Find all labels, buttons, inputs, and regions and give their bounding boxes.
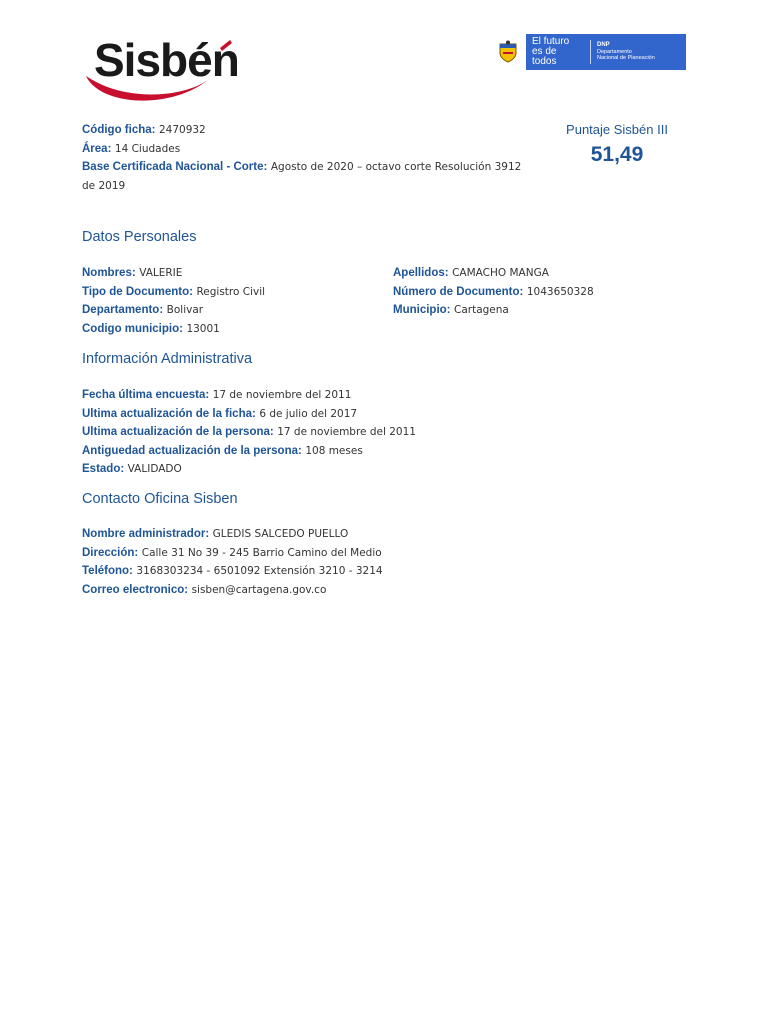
administrador-value: GLEDIS SALCEDO PUELLO (212, 528, 349, 540)
datos-personales-left (82, 264, 265, 338)
codigo-municipio-row (82, 320, 265, 339)
municipio-row (393, 301, 594, 320)
apellidos-value: CAMACHO MANGA (452, 267, 549, 279)
codigo-municipio-value: 13001 (186, 322, 220, 335)
gov-slogan (526, 37, 590, 67)
info-admin-block (82, 386, 416, 479)
apellidos-label: Apellidos: (393, 267, 449, 279)
codigo-ficha-row (82, 121, 527, 140)
gov-slogan-line1: El futuro (532, 36, 570, 47)
departamento-row (82, 301, 265, 320)
score-panel (548, 122, 686, 167)
area-row (82, 140, 527, 159)
sisben-logo (80, 28, 260, 110)
departamento-label: Departamento: (82, 304, 164, 317)
actualizacion-persona-row (82, 423, 416, 442)
nombres-label: Nombres: (82, 267, 136, 279)
nombres-row (82, 264, 265, 283)
logo-text: Sisbén (94, 34, 239, 86)
tipo-documento-label: Tipo de Documento: (82, 285, 193, 298)
dnp-line2: Nacional de Planeación (597, 55, 655, 62)
direccion-label: Dirección: (82, 546, 139, 559)
coat-of-arms-icon (490, 34, 526, 70)
section-title-contacto: Contacto Oficina Sisben (82, 491, 238, 507)
correo-value: sisben@cartagena.gov.co (191, 583, 327, 596)
codigo-ficha-value: 2470932 (158, 124, 206, 136)
gov-slogan-line2: es de todos (532, 46, 557, 67)
correo-label: Correo electronico: (82, 583, 189, 596)
area-value: 14 Ciudades (114, 142, 181, 155)
actualizacion-persona-label: Ultima actualización de la persona: (82, 426, 274, 439)
section-title-datos-personales: Datos Personales (82, 229, 197, 245)
score-value: 51,49 (590, 143, 644, 166)
estado-value: VALIDADO (127, 463, 182, 476)
estado-row (82, 460, 416, 479)
municipio-value: Cartagena (454, 304, 509, 317)
contacto-block (82, 525, 383, 599)
score-label: Puntaje Sisbén III (566, 122, 668, 137)
apellidos-row (393, 264, 594, 283)
antiguedad-value: 108 meses (305, 444, 363, 457)
actualizacion-persona-value: 17 de noviembre del 2011 (277, 426, 416, 439)
tipo-documento-row (82, 283, 265, 302)
base-certificada-row (82, 158, 527, 195)
numero-documento-row (393, 283, 594, 302)
antiguedad-row (82, 442, 416, 461)
administrador-row (82, 525, 383, 544)
telefono-value: 3168303234 - 6501092 Extensión 3210 - 3214 (136, 565, 383, 578)
area-label: Área: (82, 142, 112, 155)
codigo-municipio-label: Codigo municipio: (82, 322, 183, 335)
fecha-encuesta-label: Fecha última encuesta: (82, 389, 210, 401)
estado-label: Estado: (82, 463, 125, 476)
departamento-value: Bolivar (166, 304, 204, 317)
dnp-line1: Departamento (597, 48, 632, 55)
codigo-ficha-label: Código ficha: (82, 124, 156, 136)
direccion-value: Calle 31 No 39 - 245 Barrio Camino del Medio (141, 546, 382, 559)
telefono-row (82, 562, 383, 581)
numero-documento-value: 1043650328 (526, 285, 594, 298)
datos-personales-right (393, 264, 594, 320)
municipio-label: Municipio: (393, 304, 451, 317)
base-certificada-label: Base Certificada Nacional - Corte: (82, 161, 268, 174)
fecha-encuesta-row (82, 386, 416, 405)
nombres-value: VALERIE (139, 267, 183, 279)
gov-banner (490, 34, 686, 70)
correo-row (82, 581, 383, 600)
tipo-documento-value: Registro Civil (196, 285, 266, 298)
dnp-title: DNP (597, 42, 610, 49)
actualizacion-ficha-label: Ultima actualización de la ficha: (82, 407, 256, 420)
direccion-row (82, 544, 383, 563)
fecha-encuesta-value: 17 de noviembre del 2011 (212, 389, 352, 401)
numero-documento-label: Número de Documento: (393, 285, 524, 298)
antiguedad-label: Antiguedad actualización de la persona: (82, 444, 302, 457)
administrador-label: Nombre administrador: (82, 528, 210, 540)
telefono-label: Teléfono: (82, 565, 133, 578)
actualizacion-ficha-value: 6 de julio del 2017 (259, 407, 358, 420)
base-certificada-value: Agosto de 2020 – octavo corte Resolución 3912 de 2019 (82, 161, 522, 192)
section-title-info-admin: Información Administrativa (82, 351, 253, 367)
ficha-info (82, 121, 527, 195)
dnp-logo (591, 42, 655, 62)
actualizacion-ficha-row (82, 405, 416, 424)
